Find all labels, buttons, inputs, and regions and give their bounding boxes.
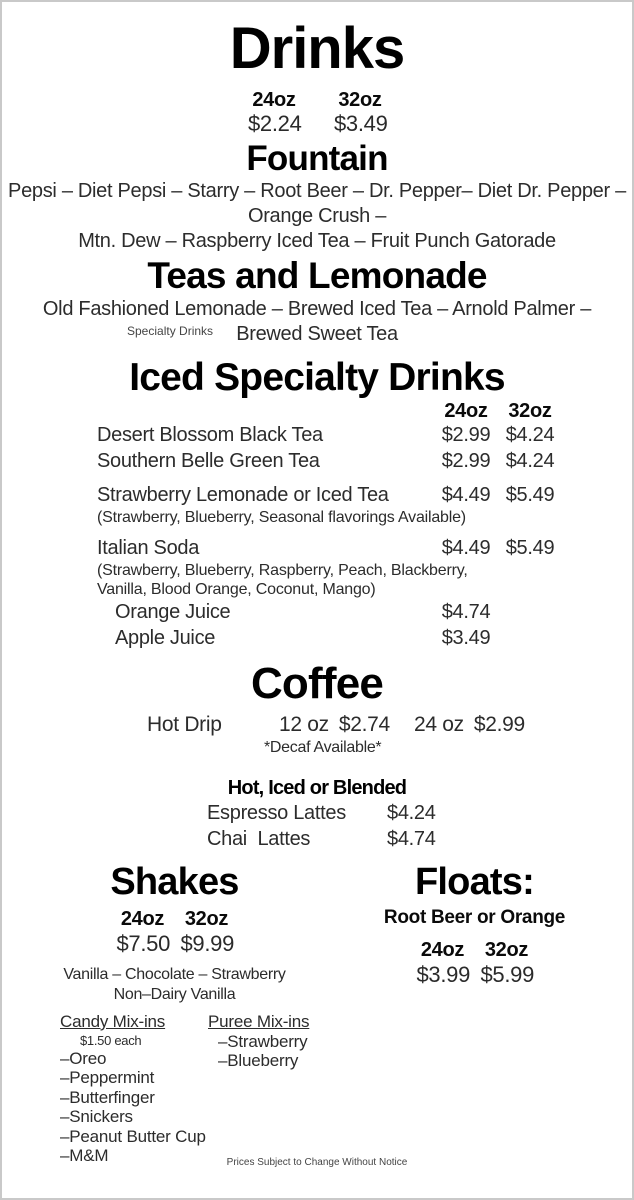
coffee-section-title: Coffee xyxy=(250,658,384,708)
item-name: Italian Soda xyxy=(97,536,200,559)
item-name: Hot Drip xyxy=(147,712,222,736)
fountain-flavors-line-1: Pepsi – Diet Pepsi – Starry – Root Beer – Dr. Pepper– Diet Dr. Pepper – xyxy=(8,179,626,202)
coffee-size-24oz: 24 oz xyxy=(413,712,464,736)
shakes-flavors-line-2: Non–Dairy Vanilla xyxy=(113,985,236,1003)
item-price-24oz: $2.99 xyxy=(441,449,491,472)
shakes-size-header xyxy=(2,908,347,931)
floats-subtitle: Root Beer or Orange xyxy=(383,906,566,928)
menu-item-row xyxy=(2,535,632,561)
item-flavor-note: (Strawberry, Blueberry, Raspberry, Peach, Blackberry, xyxy=(97,561,468,579)
candy-mixins-price-note: $1.50 each xyxy=(80,1032,142,1048)
fountain-flavors-line-2: Orange Crush – xyxy=(247,204,387,227)
fountain-size-header xyxy=(2,89,632,111)
list-item: –Oreo xyxy=(60,1048,107,1068)
specialty-drinks-note: Specialty Drinks xyxy=(127,323,214,338)
item-price: $3.49 xyxy=(441,626,491,649)
iced-specialty-section-title: Iced Specialty Drinks xyxy=(129,355,505,399)
puree-mixins-title: Puree Mix-ins xyxy=(208,1011,310,1031)
floats-price-32oz: $5.99 xyxy=(480,961,535,987)
candy-mixins-section xyxy=(60,1011,208,1166)
item-price: $4.24 xyxy=(387,801,436,824)
item-flavor-note: (Strawberry, Blueberry, Seasonal flavorings Available) xyxy=(97,508,466,526)
item-price-32oz: $4.24 xyxy=(505,449,555,472)
shakes-price-row xyxy=(2,931,347,957)
floats-size-header xyxy=(347,939,602,962)
item-name: Chai Lattes xyxy=(207,827,311,850)
list-item: –Peanut Butter Cup xyxy=(60,1126,206,1146)
menu-item-row xyxy=(2,625,632,651)
item-name: Espresso Lattes xyxy=(207,801,346,824)
item-name: Southern Belle Green Tea xyxy=(97,449,320,472)
fountain-section-title: Fountain xyxy=(246,138,388,178)
item-price: $4.74 xyxy=(441,600,491,623)
item-price-24oz: $4.49 xyxy=(441,483,491,506)
list-item: –Butterfinger xyxy=(60,1087,155,1107)
floats-price-24oz: $3.99 xyxy=(416,961,471,987)
floats-price-row xyxy=(347,962,602,988)
decaf-note: *Decaf Available* xyxy=(264,738,382,756)
item-price-32oz: $5.49 xyxy=(505,536,555,559)
puree-mixins-section xyxy=(208,1011,408,1166)
shakes-section xyxy=(2,860,347,1005)
menu-item-row xyxy=(2,800,632,826)
floats-section-title: Floats: xyxy=(415,860,534,903)
item-flavor-note: Vanilla, Blood Orange, Coconut, Mango) xyxy=(97,580,376,598)
size-24oz-label: 24oz xyxy=(420,938,465,961)
teas-section-title: Teas and Lemonade xyxy=(147,254,487,296)
floats-section xyxy=(347,860,602,1005)
list-item: –Strawberry xyxy=(218,1031,308,1051)
shakes-flavors-line-1: Vanilla – Chocolate – Strawberry xyxy=(63,965,286,983)
shakes-price-32oz: $9.99 xyxy=(180,930,235,956)
item-name: Apple Juice xyxy=(115,626,216,649)
menu-item-row xyxy=(2,599,632,625)
iced-specialty-size-header xyxy=(2,401,632,422)
fountain-price-row xyxy=(2,111,632,137)
fountain-flavors-line-3: Mtn. Dew – Raspberry Iced Tea – Fruit Punch Gatorade xyxy=(78,229,556,252)
coffee-price-12oz: $2.74 xyxy=(338,712,390,736)
size-32oz-label: 32oz xyxy=(484,938,529,961)
candy-mixins-title: Candy Mix-ins xyxy=(60,1011,166,1031)
fountain-price-24oz: $2.24 xyxy=(248,110,302,136)
item-price-24oz: $2.99 xyxy=(441,423,491,446)
item-name: Strawberry Lemonade or Iced Tea xyxy=(97,483,389,506)
teas-line-1: Old Fashioned Lemonade – Brewed Iced Tea – Arnold Palmer – xyxy=(42,297,592,320)
lattes-section-title: Hot, Iced or Blended xyxy=(227,776,407,799)
shakes-section-title: Shakes xyxy=(110,860,239,903)
coffee-size-12oz: 12 oz xyxy=(279,712,329,736)
item-name: Desert Blossom Black Tea xyxy=(97,423,323,446)
size-24oz-label: 24oz xyxy=(120,907,165,930)
iced-col-24oz-label: 24oz xyxy=(444,399,488,422)
fountain-price-32oz: $3.49 xyxy=(334,110,388,136)
teas-line-2: Brewed Sweet Tea xyxy=(236,322,398,345)
list-item: –Peppermint xyxy=(60,1068,155,1088)
coffee-price-24oz: $2.99 xyxy=(473,712,525,736)
item-price-32oz: $4.24 xyxy=(505,423,555,446)
list-item: –M&M xyxy=(60,1146,109,1166)
list-item: –Blueberry xyxy=(218,1051,299,1071)
size-32oz-label: 32oz xyxy=(338,88,382,111)
item-price-24oz: $4.49 xyxy=(441,536,491,559)
coffee-hot-drip-row xyxy=(2,711,632,738)
menu-item-row xyxy=(2,482,632,508)
shakes-price-24oz: $7.50 xyxy=(116,930,171,956)
prices-disclaimer: Prices Subject to Change Without Notice xyxy=(226,1157,408,1168)
item-price-32oz: $5.49 xyxy=(505,483,555,506)
iced-col-32oz-label: 32oz xyxy=(508,399,552,422)
menu-item-row xyxy=(2,422,632,448)
menu-item-row xyxy=(2,448,632,474)
list-item: –Snickers xyxy=(60,1107,133,1127)
item-name: Orange Juice xyxy=(115,600,231,623)
item-price: $4.74 xyxy=(387,827,436,850)
size-24oz-label: 24oz xyxy=(252,88,296,111)
size-32oz-label: 32oz xyxy=(184,907,229,930)
menu-title: Drinks xyxy=(229,16,405,81)
menu-item-row xyxy=(2,826,632,852)
